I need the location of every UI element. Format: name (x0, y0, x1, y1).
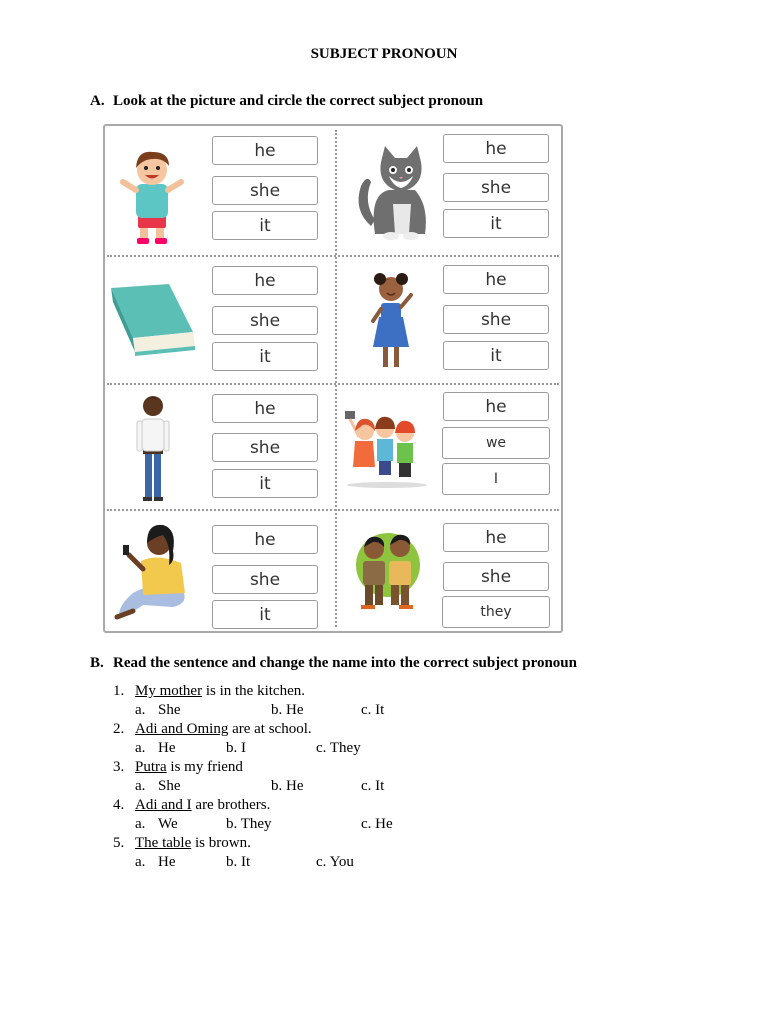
boy-icon (119, 146, 189, 250)
option-it[interactable]: it (212, 469, 318, 498)
option-it[interactable]: it (212, 342, 318, 371)
question-number: 5. (113, 835, 125, 851)
sentence-rest: is in the kitchen. (202, 683, 305, 699)
option-he[interactable]: he (212, 136, 318, 165)
underlined-name: Putra (135, 759, 167, 775)
question-number: 4. (113, 797, 125, 813)
question-sentence (135, 758, 243, 777)
option-he[interactable]: he (443, 134, 549, 163)
option-he[interactable]: he (443, 265, 549, 294)
section-b-letter: B. (90, 655, 104, 671)
underlined-name: My mother (135, 683, 203, 699)
section-b-heading (90, 655, 577, 672)
section-b-instruction: Read the sentence and change the name into the correct subject pronoun (113, 655, 577, 671)
grid-cell-book (105, 257, 335, 383)
choice-c[interactable]: c. It (361, 778, 385, 794)
cat-icon (353, 146, 433, 242)
grid-cell-man (105, 385, 335, 509)
underlined-name: The table (135, 835, 192, 851)
question-sentence (135, 720, 312, 739)
option-he[interactable]: he (212, 266, 318, 295)
friends-group-icon (341, 409, 433, 489)
sentence-rest: is brown. (191, 835, 251, 851)
option-she[interactable]: she (212, 176, 318, 205)
choice-letter-a: a. (135, 740, 146, 756)
option-they[interactable]: they (442, 596, 550, 628)
choice-b[interactable]: b. They (226, 816, 272, 832)
option-he[interactable]: he (443, 523, 549, 552)
woman-phone-icon (113, 521, 195, 625)
option-she[interactable]: she (443, 562, 549, 591)
option-she[interactable]: she (443, 173, 549, 202)
question-number: 3. (113, 759, 125, 775)
choice-b[interactable]: b. He (271, 702, 304, 718)
book-icon (109, 282, 197, 358)
sentence-rest: are at school. (228, 721, 312, 737)
option-he[interactable]: he (212, 394, 318, 423)
sentence-rest: are brothers. (191, 797, 271, 813)
choice-letter-a: a. (135, 702, 146, 718)
two-boys-icon (353, 527, 423, 611)
underlined-name: Adi and I (135, 797, 192, 813)
choice-letter-a: a. (135, 816, 146, 832)
option-i[interactable]: I (442, 463, 550, 495)
option-she[interactable]: she (212, 433, 318, 462)
choice-c[interactable]: c. They (316, 740, 361, 756)
choice-a[interactable]: He (158, 740, 176, 756)
sentence-rest: is my friend (166, 759, 243, 775)
choice-letter-a: a. (135, 854, 146, 870)
section-a-letter: A. (90, 93, 105, 109)
grid-cell-boy (105, 126, 335, 255)
choice-a[interactable]: We (158, 816, 178, 832)
page-title: SUBJECT PRONOUN (310, 46, 458, 62)
option-she[interactable]: she (212, 306, 318, 335)
option-it[interactable]: it (443, 341, 549, 370)
option-we[interactable]: we (442, 427, 550, 459)
picture-pronoun-grid (103, 124, 563, 633)
section-a-heading (90, 93, 483, 110)
grid-cell-friends (337, 385, 561, 509)
grid-cell-cat (337, 126, 561, 255)
option-he[interactable]: he (443, 392, 549, 421)
question-sentence (135, 682, 305, 701)
underlined-name: Adi and Oming (135, 721, 229, 737)
choice-b[interactable]: b. It (226, 854, 251, 870)
option-it[interactable]: it (212, 211, 318, 240)
choice-a[interactable]: He (158, 854, 176, 870)
section-a-instruction: Look at the picture and circle the correct subject pronoun (113, 93, 484, 109)
option-she[interactable]: she (443, 305, 549, 334)
choice-c[interactable]: c. He (361, 816, 393, 832)
option-it[interactable]: it (212, 600, 318, 629)
choice-a[interactable]: She (158, 702, 181, 718)
question-number: 2. (113, 721, 125, 737)
question-sentence (135, 796, 270, 815)
man-icon (133, 393, 173, 503)
choice-letter-a: a. (135, 778, 146, 794)
choice-c[interactable]: c. It (361, 702, 385, 718)
question-sentence (135, 834, 251, 853)
grid-cell-woman (105, 511, 335, 631)
question-number: 1. (113, 683, 125, 699)
option-it[interactable]: it (443, 209, 549, 238)
choice-b[interactable]: b. He (271, 778, 304, 794)
choice-a[interactable]: She (158, 778, 181, 794)
option-he[interactable]: he (212, 525, 318, 554)
choice-c[interactable]: c. You (316, 854, 354, 870)
girl-icon (363, 269, 419, 373)
grid-cell-girl (337, 257, 561, 383)
choice-b[interactable]: b. I (226, 740, 246, 756)
option-she[interactable]: she (212, 565, 318, 594)
grid-cell-two-boys (337, 511, 561, 631)
